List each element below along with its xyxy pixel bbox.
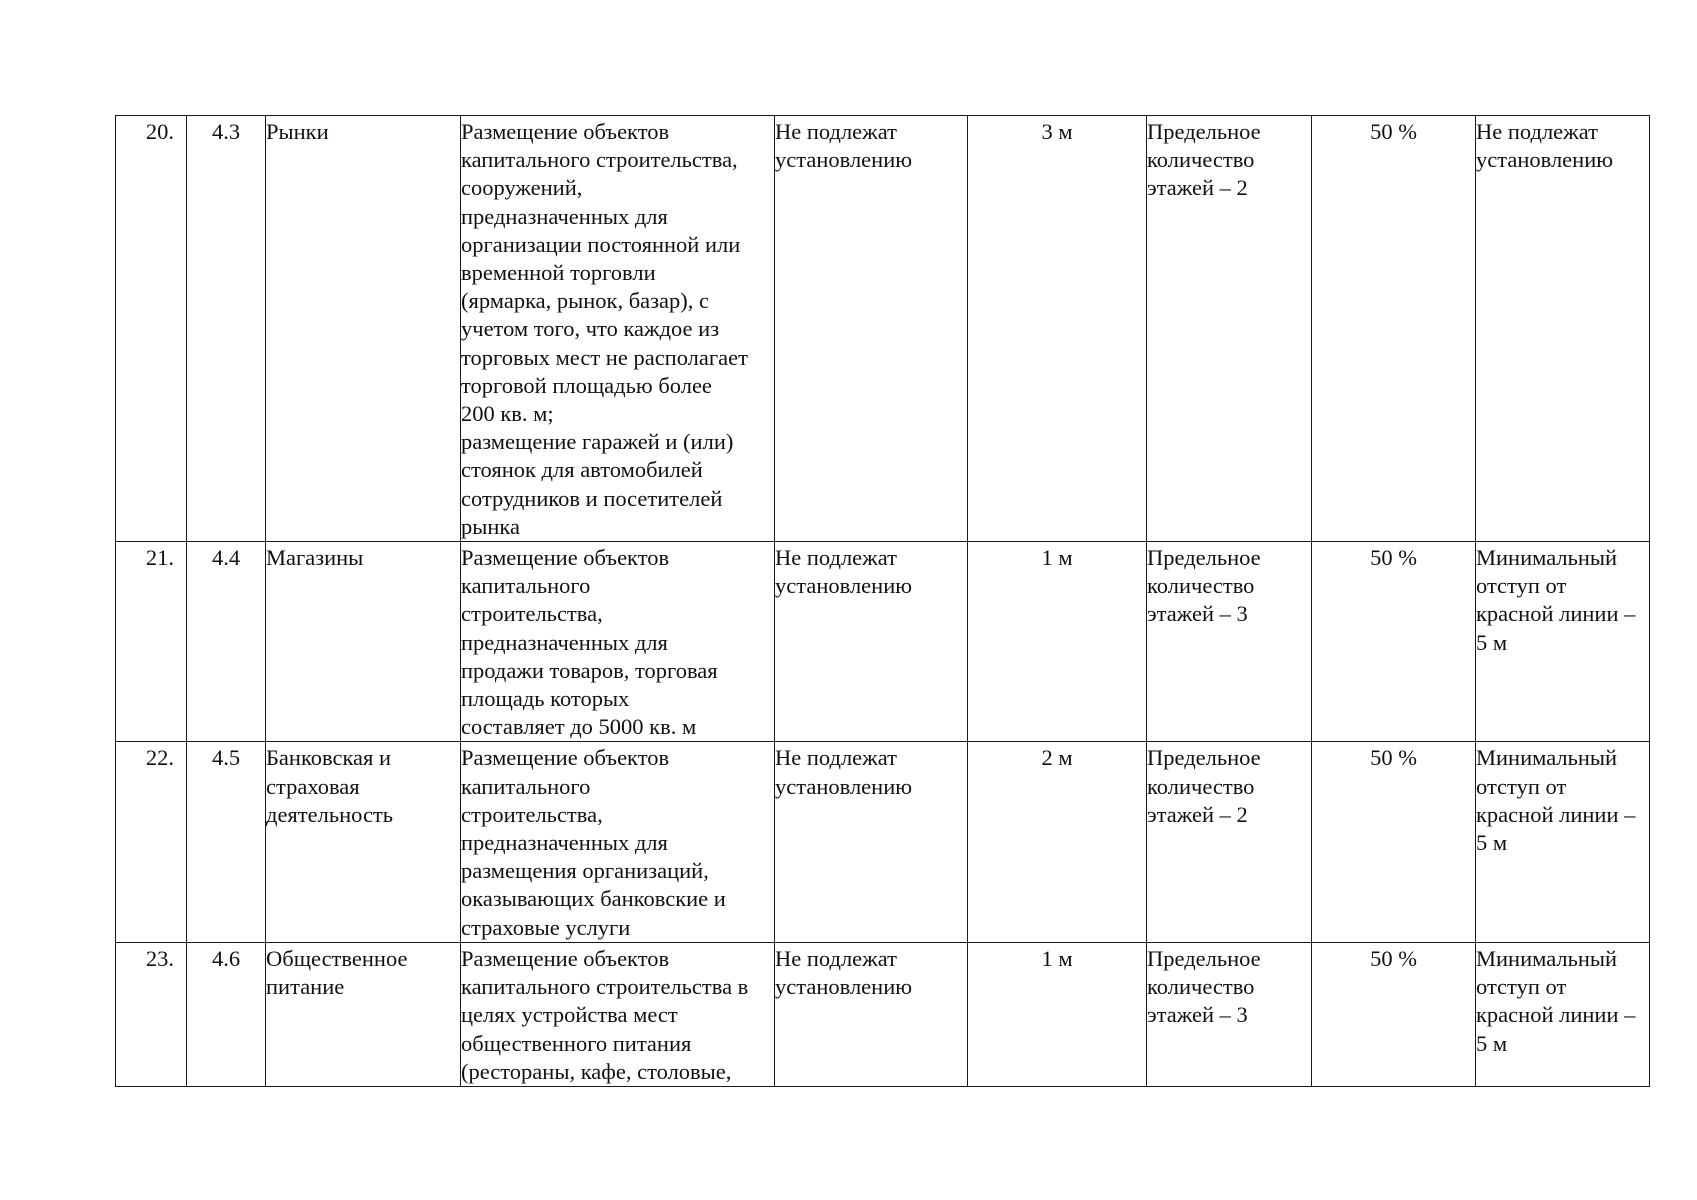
coverage-percent-cell: 50 %: [1312, 116, 1476, 542]
table-row: [116, 742, 1650, 942]
max-floors-cell: Предельное количество этажей – 2: [1147, 742, 1312, 942]
regulations-table: [115, 115, 1650, 1087]
plot-area-cell: Не подлежат установлению: [775, 542, 968, 742]
use-name-cell: Банковская и страховая деятельность: [266, 742, 461, 942]
max-floors-cell: Предельное количество этажей – 3: [1147, 542, 1312, 742]
coverage-percent-cell: 50 %: [1312, 542, 1476, 742]
use-code-cell: 4.3: [187, 116, 266, 542]
use-description-cell: Размещение объектов капитального строительства в целях устройства мест общественного питания (рестораны, кафе, столовые,: [461, 942, 775, 1086]
use-description-cell: Размещение объектов капитального строительства, сооружений, предназначенных для организации постоянной или временной торговли (ярмарка, рынок, базар), с учетом того, что каждое из торговых мест не располагает торговой площадью более 200 кв. м; размещение гаражей и (или) стоянок для автомобилей сотрудников и посетителей рынка: [461, 116, 775, 542]
other-params-cell: Минимальный отступ от красной линии – 5 м: [1476, 942, 1650, 1086]
row-number-cell: 21.: [116, 542, 187, 742]
max-floors-cell: Предельное количество этажей – 3: [1147, 942, 1312, 1086]
table-row: [116, 116, 1650, 542]
other-params-cell: Минимальный отступ от красной линии – 5 м: [1476, 742, 1650, 942]
row-number-cell: 22.: [116, 742, 187, 942]
table-row: [116, 942, 1650, 1086]
min-setback-cell: 1 м: [968, 942, 1147, 1086]
min-setback-cell: 2 м: [968, 742, 1147, 942]
plot-area-cell: Не подлежат установлению: [775, 742, 968, 942]
max-floors-cell: Предельное количество этажей – 2: [1147, 116, 1312, 542]
use-code-cell: 4.6: [187, 942, 266, 1086]
use-description-cell: Размещение объектов капитального строительства, предназначенных для продажи товаров, торговая площадь которых составляет до 5000 кв. м: [461, 542, 775, 742]
other-params-cell: Не подлежат установлению: [1476, 116, 1650, 542]
table-row: [116, 542, 1650, 742]
use-name-cell: Общественное питание: [266, 942, 461, 1086]
row-number-cell: 23.: [116, 942, 187, 1086]
row-number-cell: 20.: [116, 116, 187, 542]
use-name-cell: Рынки: [266, 116, 461, 542]
use-code-cell: 4.5: [187, 742, 266, 942]
min-setback-cell: 3 м: [968, 116, 1147, 542]
plot-area-cell: Не подлежат установлению: [775, 942, 968, 1086]
coverage-percent-cell: 50 %: [1312, 942, 1476, 1086]
plot-area-cell: Не подлежат установлению: [775, 116, 968, 542]
use-description-cell: Размещение объектов капитального строительства, предназначенных для размещения организаций, оказывающих банковские и страховые услуги: [461, 742, 775, 942]
use-code-cell: 4.4: [187, 542, 266, 742]
use-name-cell: Магазины: [266, 542, 461, 742]
min-setback-cell: 1 м: [968, 542, 1147, 742]
coverage-percent-cell: 50 %: [1312, 742, 1476, 942]
other-params-cell: Минимальный отступ от красной линии – 5 м: [1476, 542, 1650, 742]
